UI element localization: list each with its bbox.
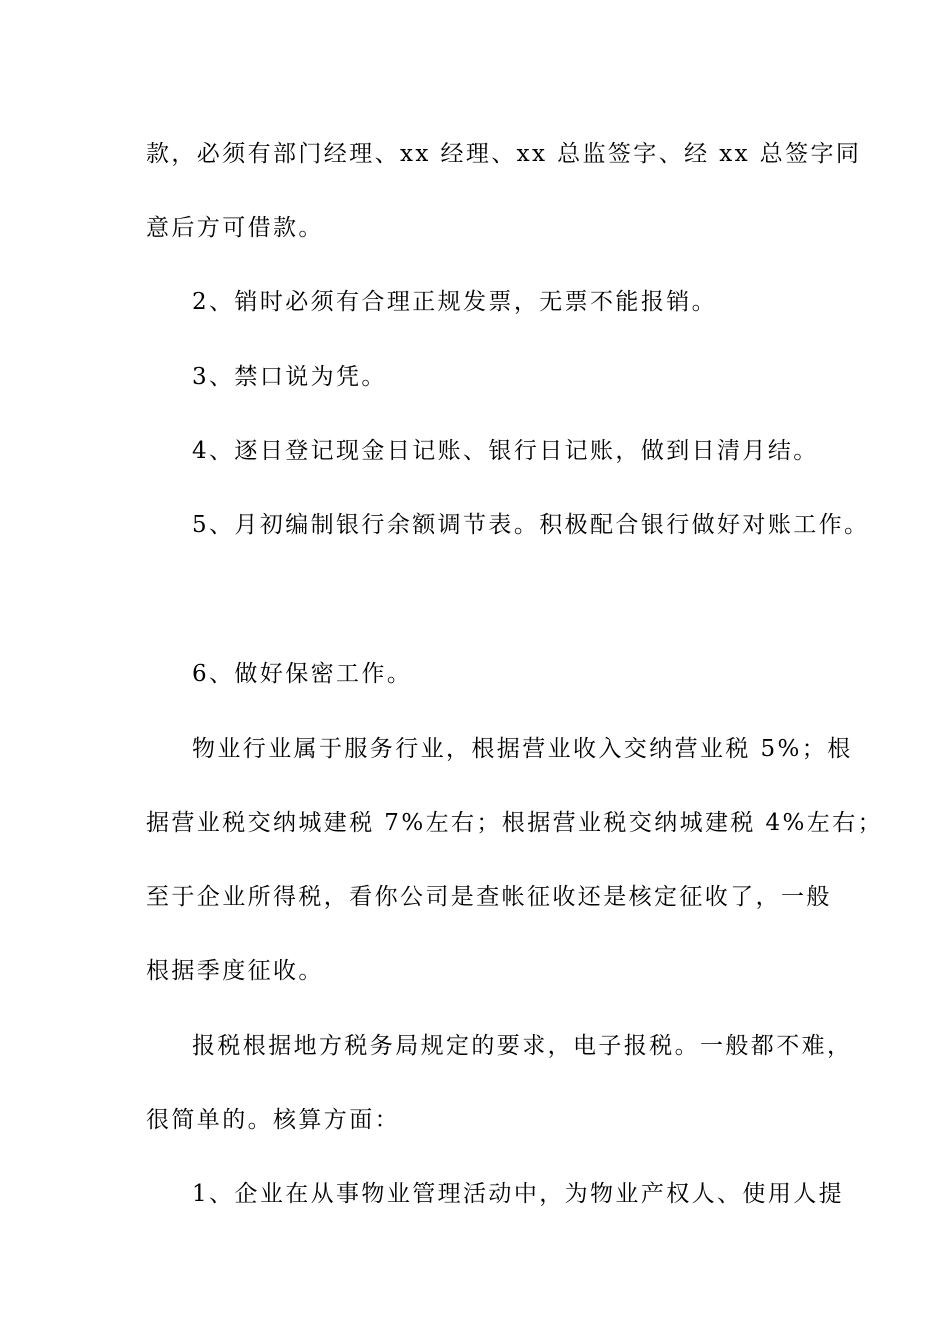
paragraph-line: 根据季度征收。 <box>146 958 324 984</box>
paragraph-line: 很简单的。核算方面： <box>146 1107 400 1133</box>
paragraph-line: 报税根据地方税务局规定的要求，电子报税。一般都不难， <box>192 1033 853 1059</box>
list-item-4: 4、逐日登记现金日记账、银行日记账，做到日清月结。 <box>192 438 819 464</box>
list-item-6: 6、做好保密工作。 <box>192 661 413 687</box>
paragraph-line: 据营业税交纳城建税 7%左右；根据营业税交纳城建税 4%左右； <box>146 810 883 836</box>
paragraph-line: 意后方可借款。 <box>146 215 324 241</box>
paragraph-line: 至于企业所得税，看你公司是查帐征收还是核定征收了，一般 <box>146 884 832 910</box>
list-item-1: 1、企业在从事物业管理活动中，为物业产权人、使用人提 <box>192 1181 845 1207</box>
paragraph-line: 物业行业属于服务行业，根据营业收入交纳营业税 5%；根 <box>192 736 853 762</box>
list-item-5: 5、月初编制银行余额调节表。积极配合银行做好对账工作。 <box>192 512 870 538</box>
list-item-2: 2、销时必须有合理正规发票，无票不能报销。 <box>192 289 718 315</box>
list-item-3: 3、禁口说为凭。 <box>192 364 387 390</box>
paragraph-line: 款，必须有部门经理、xx 经理、xx 总监签字、经 xx 总签字同 <box>146 141 862 167</box>
